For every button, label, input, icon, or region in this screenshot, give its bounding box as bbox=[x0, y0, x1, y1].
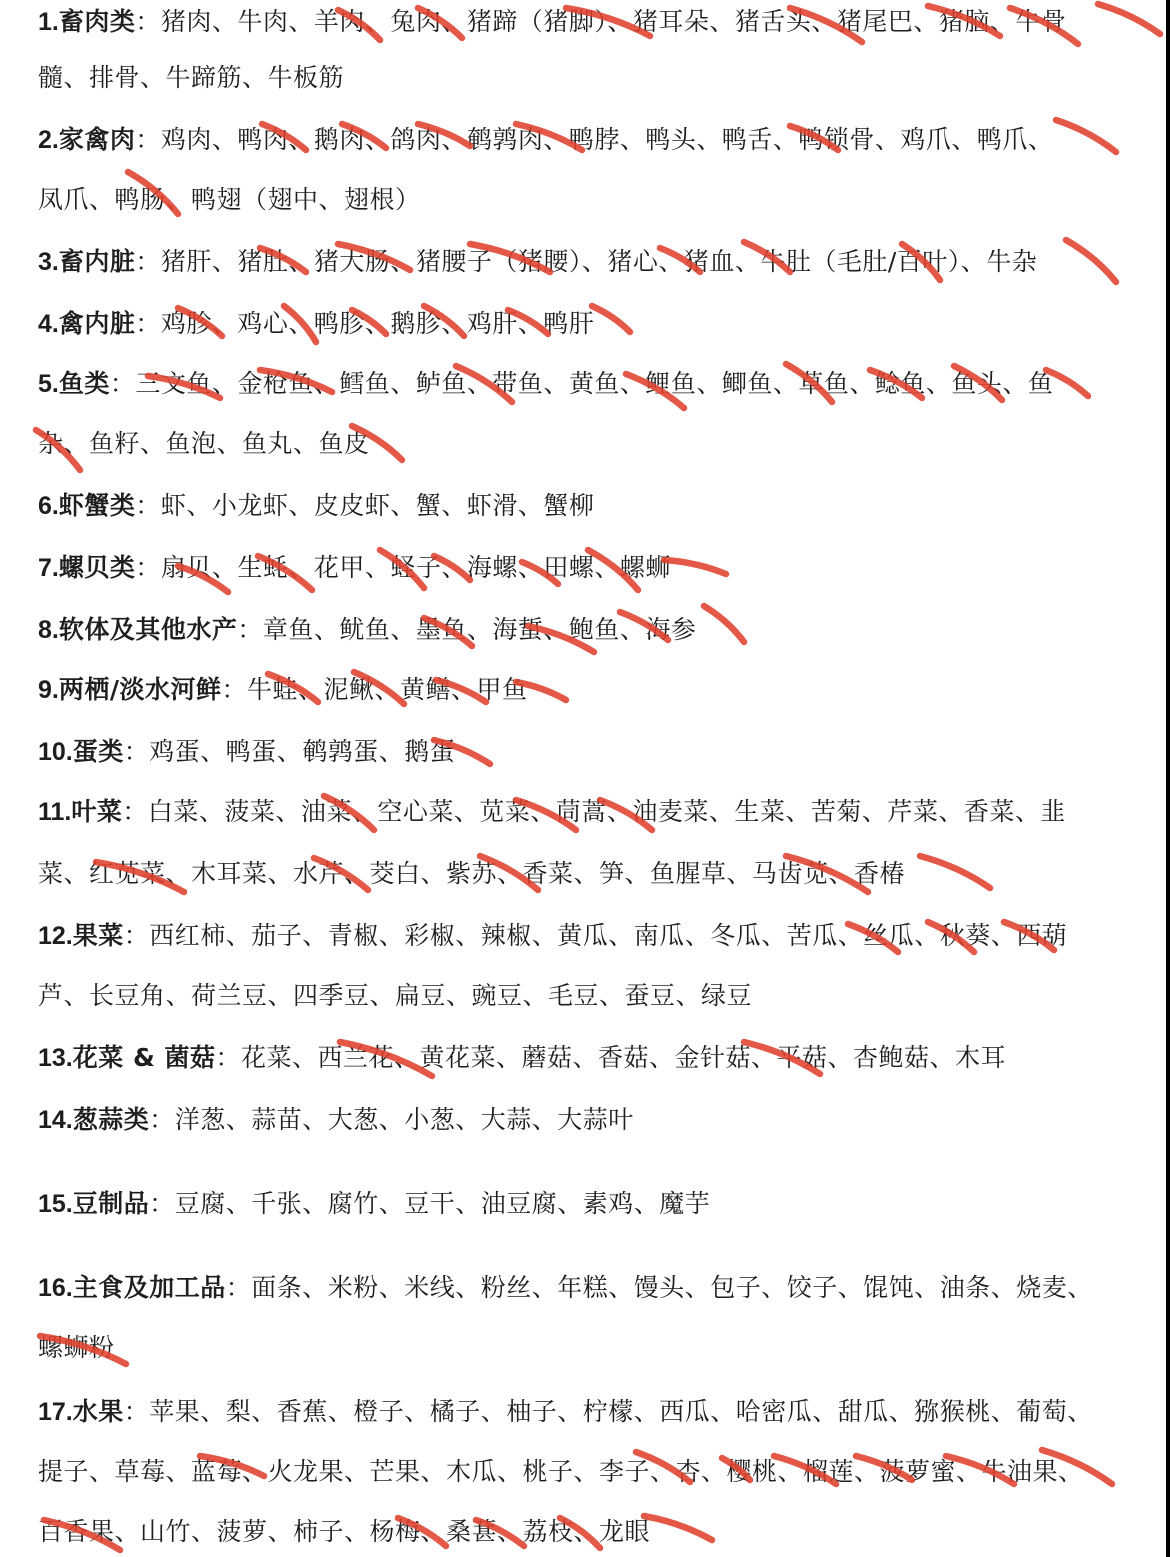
food-items: 芦、长豆角、荷兰豆、四季豆、扁豆、豌豆、毛豆、蚕豆、绿豆 bbox=[38, 981, 753, 1010]
text-line bbox=[38, 362, 1148, 406]
category-name: 鱼类 bbox=[58, 369, 110, 398]
text-line bbox=[38, 1036, 1148, 1080]
food-items: ：白菜、菠菜、油菜、空心菜、苋菜、茼蒿、油麦菜、生菜、苦菊、芹菜、香菜、韭 bbox=[122, 797, 1066, 826]
item-number: 14. bbox=[38, 1106, 73, 1134]
text-line bbox=[38, 914, 1148, 958]
food-items: ：苹果、梨、香蕉、橙子、橘子、柚子、柠檬、西瓜、哈密瓜、甜瓜、猕猴桃、葡萄、 bbox=[123, 1397, 1093, 1426]
text-line bbox=[38, 790, 1148, 834]
text-line bbox=[38, 118, 1148, 162]
item-number: 12. bbox=[38, 922, 73, 950]
item-number: 5. bbox=[38, 370, 59, 398]
category-name: 虾蟹类 bbox=[58, 491, 136, 520]
category-name: 禽内脏 bbox=[58, 309, 136, 338]
food-items: ：西红柿、茄子、青椒、彩椒、辣椒、黄瓜、南瓜、冬瓜、苦瓜、丝瓜、秋葵、西葫 bbox=[123, 921, 1068, 950]
category-name: 花菜 & 菌菇 bbox=[72, 1043, 216, 1072]
food-items: ：章鱼、鱿鱼、墨鱼、海蜇、鲍鱼、海参 bbox=[237, 615, 697, 644]
category-name: 叶菜 bbox=[71, 797, 123, 826]
item-number: 2. bbox=[38, 126, 59, 154]
text-line bbox=[38, 0, 1148, 44]
category-name: 葱蒜类 bbox=[72, 1105, 150, 1134]
text-line bbox=[38, 608, 1148, 652]
item-number: 13. bbox=[38, 1044, 73, 1072]
food-items: ：洋葱、蒜苗、大葱、小葱、大蒜、大蒜叶 bbox=[149, 1105, 634, 1134]
food-items: ：扇贝、生蚝、花甲、蛏子、海螺、田螺、螺蛳 bbox=[135, 553, 671, 582]
category-name: 主食及加工品 bbox=[72, 1273, 226, 1302]
item-number: 9. bbox=[38, 676, 59, 704]
category-name: 水果 bbox=[72, 1397, 124, 1426]
item-number: 8. bbox=[38, 616, 59, 644]
text-line bbox=[38, 302, 1148, 346]
category-name: 蛋类 bbox=[72, 737, 124, 766]
food-items: ：鸡蛋、鸭蛋、鹌鹑蛋、鹅蛋 bbox=[123, 737, 456, 766]
category-name: 畜肉类 bbox=[58, 7, 136, 36]
food-items: ：虾、小龙虾、皮皮虾、蟹、虾滑、蟹柳 bbox=[135, 491, 595, 520]
item-number: 3. bbox=[38, 248, 59, 276]
category-name: 螺贝类 bbox=[58, 553, 136, 582]
item-number: 10. bbox=[38, 738, 73, 766]
text-line bbox=[38, 668, 1148, 712]
category-name: 果菜 bbox=[72, 921, 124, 950]
food-items: 凤爪、鸭肠、鸭翅（翅中、翅根） bbox=[38, 185, 421, 214]
food-items: ：鸡胗、鸡心、鸭胗、鹅胗、鸡肝、鸭肝 bbox=[135, 309, 595, 338]
text-line bbox=[38, 1450, 1148, 1494]
category-name: 豆制品 bbox=[72, 1189, 150, 1218]
food-items: 百香果、山竹、菠萝、柿子、杨梅、桑葚、荔枝、龙眼 bbox=[38, 1517, 651, 1546]
text-line bbox=[38, 1326, 1148, 1370]
text-line bbox=[38, 240, 1148, 284]
item-number: 4. bbox=[38, 310, 59, 338]
text-line bbox=[38, 1266, 1148, 1310]
item-number: 6. bbox=[38, 492, 59, 520]
item-number: 11. bbox=[38, 798, 72, 826]
food-items: ：面条、米粉、米线、粉丝、年糕、馒头、包子、饺子、馄饨、油条、烧麦、 bbox=[225, 1273, 1093, 1302]
text-line bbox=[38, 1098, 1148, 1142]
text-line bbox=[38, 730, 1148, 774]
category-name: 畜内脏 bbox=[58, 247, 136, 276]
food-items: ：牛蛙、泥鳅、黄鳝、甲鱼 bbox=[221, 675, 528, 704]
food-items: ：猪肉、牛肉、羊肉、兔肉、猪蹄（猪脚）、猪耳朵、猪舌头、猪尾巴、猪脑、牛骨 bbox=[135, 7, 1067, 36]
category-name: 两栖/淡水河鲜 bbox=[58, 675, 222, 704]
food-items: 螺蛳粉 bbox=[38, 1333, 115, 1362]
item-number: 15. bbox=[38, 1190, 73, 1218]
food-items: 杂、鱼籽、鱼泡、鱼丸、鱼皮 bbox=[38, 429, 370, 458]
item-number: 17. bbox=[38, 1398, 73, 1426]
text-line bbox=[38, 178, 1148, 222]
item-number: 1. bbox=[38, 8, 59, 36]
text-line bbox=[38, 56, 1148, 100]
food-items: ：猪肝、猪肚、猪大肠、猪腰子（猪腰）、猪心、猪血、牛肚（毛肚/百叶）、牛杂 bbox=[135, 247, 1038, 276]
food-items: ：三文鱼、金枪鱼、鳕鱼、鲈鱼、带鱼、黄鱼、鲤鱼、鲫鱼、草鱼、鲶鱼、鱼头、鱼 bbox=[109, 369, 1054, 398]
text-line bbox=[38, 484, 1148, 528]
food-items: 提子、草莓、蓝莓、火龙果、芒果、木瓜、桃子、李子、杏、樱桃、榴莲、菠萝蜜、牛油果、 bbox=[38, 1457, 1084, 1486]
item-number: 7. bbox=[38, 554, 59, 582]
text-line bbox=[38, 422, 1148, 466]
food-items: ：花菜、西兰花、黄花菜、蘑菇、香菇、金针菇、平菇、杏鲍菇、木耳 bbox=[215, 1043, 1006, 1072]
category-name: 家禽肉 bbox=[58, 125, 136, 154]
food-items: ：鸡肉、鸭肉、鹅肉、鸽肉、鹌鹑肉、鸭脖、鸭头、鸭舌、鸭锁骨、鸡爪、鸭爪、 bbox=[135, 125, 1054, 154]
food-items: 菜、红苋菜、木耳菜、水芹、茭白、紫苏、香菜、笋、鱼腥草、马齿苋、香椿 bbox=[38, 859, 906, 888]
text-line bbox=[38, 974, 1148, 1018]
category-name: 软体及其他水产 bbox=[58, 615, 238, 644]
right-edge-rule bbox=[1166, 0, 1170, 1557]
food-items: 髓、排骨、牛蹄筋、牛板筋 bbox=[38, 63, 345, 92]
text-line bbox=[38, 1510, 1148, 1554]
text-line bbox=[38, 1390, 1148, 1434]
food-items: ：豆腐、千张、腐竹、豆干、油豆腐、素鸡、魔芋 bbox=[149, 1189, 711, 1218]
text-line bbox=[38, 546, 1148, 590]
text-line bbox=[38, 852, 1148, 896]
text-line bbox=[38, 1182, 1148, 1226]
item-number: 16. bbox=[38, 1274, 73, 1302]
